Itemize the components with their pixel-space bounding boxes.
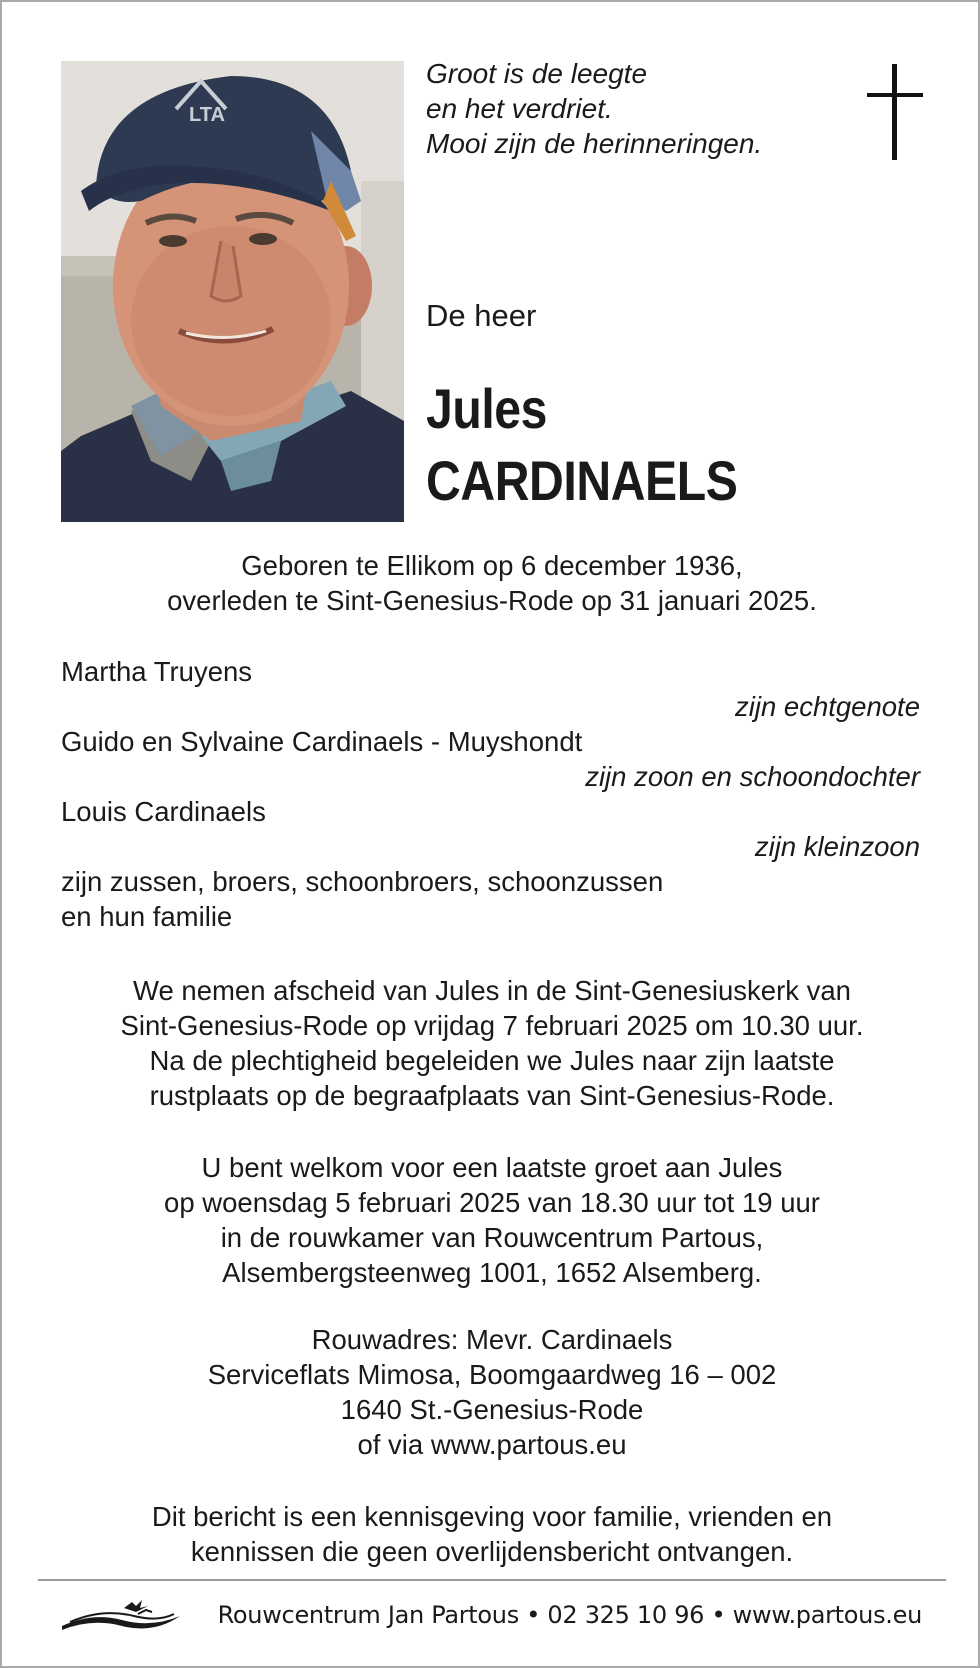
address-line: Serviceflats Mimosa, Boomgaardweg 16 – 002 (207, 1359, 777, 1390)
visitation-line: Alsembergsteenweg 1001, 1652 Alsemberg. (222, 1257, 762, 1288)
family-member-relation: zijn kleinzoon (754, 831, 920, 862)
family-member-name: Martha Truyens (61, 656, 253, 687)
poem-line: Mooi zijn de herinneringen. (426, 128, 763, 159)
family-member-name: Guido en Sylvaine Cardinaels - Muyshondt (61, 726, 583, 757)
cap-logo-text: LTA (189, 104, 225, 126)
extended-family-line: en hun familie (61, 901, 233, 932)
family-member-name: Louis Cardinaels (61, 796, 266, 827)
footer-divider (38, 1579, 946, 1581)
family-list (61, 654, 920, 934)
extended-family-line: zijn zussen, broers, schoonbroers, schoonzussen (61, 866, 664, 897)
mourning-address (2, 1322, 980, 1462)
funeral-line: Na de plechtigheid begeleiden we Jules naar zijn laatste (149, 1045, 835, 1076)
memorial-poem (426, 56, 762, 161)
last-name: CARDINAELS (426, 449, 738, 512)
visitation-line: U bent welkom voor een laatste groet aan Jules (201, 1152, 783, 1183)
death-line: overleden te Sint-Genesius-Rode op 31 januari 2025. (167, 585, 817, 616)
funeral-info (2, 973, 980, 1113)
family-member-relation: zijn echtgenote (735, 691, 920, 722)
funeral-line: rustplaats op de begraafplaats van Sint-Genesius-Rode. (149, 1080, 835, 1111)
notice-line: kennissen die geen overlijdensbericht ontvangen. (190, 1536, 794, 1567)
visitation-info (2, 1150, 980, 1290)
visitation-line: op woensdag 5 februari 2025 van 18.30 uur tot 19 uur (164, 1187, 820, 1218)
funeral-line: We nemen afscheid van Jules in de Sint-Genesiuskerk van (133, 975, 851, 1006)
partous-logo-icon (62, 1598, 180, 1634)
notice-text (2, 1499, 980, 1569)
deceased-name (426, 373, 737, 517)
address-line: 1640 St.-Genesius-Rode (340, 1394, 644, 1425)
honorific: De heer (426, 298, 537, 333)
birth-line: Geboren te Ellikom op 6 december 1936, (241, 550, 743, 581)
notice-line: Dit bericht is een kennisgeving voor familie, vrienden en (151, 1501, 833, 1532)
visitation-line: in de rouwkamer van Rouwcentrum Partous, (220, 1222, 764, 1253)
portrait-illustration (61, 61, 404, 522)
funeral-line: Sint-Genesius-Rode op vrijdag 7 februari 2025 om 10.30 uur. (120, 1010, 864, 1041)
funeral-home-contact: Rouwcentrum Jan Partous • 02 325 10 96 • www.partous.eu (217, 1601, 922, 1629)
address-line: of via www.partous.eu (357, 1429, 627, 1460)
cross-icon (867, 64, 923, 160)
address-line: Rouwadres: Mevr. Cardinaels (311, 1324, 673, 1355)
portrait-photo (61, 61, 404, 522)
poem-line: Groot is de leegte (426, 58, 648, 89)
family-member-relation: zijn zoon en schoondochter (585, 761, 920, 792)
footer (62, 1596, 922, 1636)
poem-line: en het verdriet. (426, 93, 613, 124)
birth-death-info (2, 548, 980, 618)
first-name: Jules (426, 377, 548, 440)
